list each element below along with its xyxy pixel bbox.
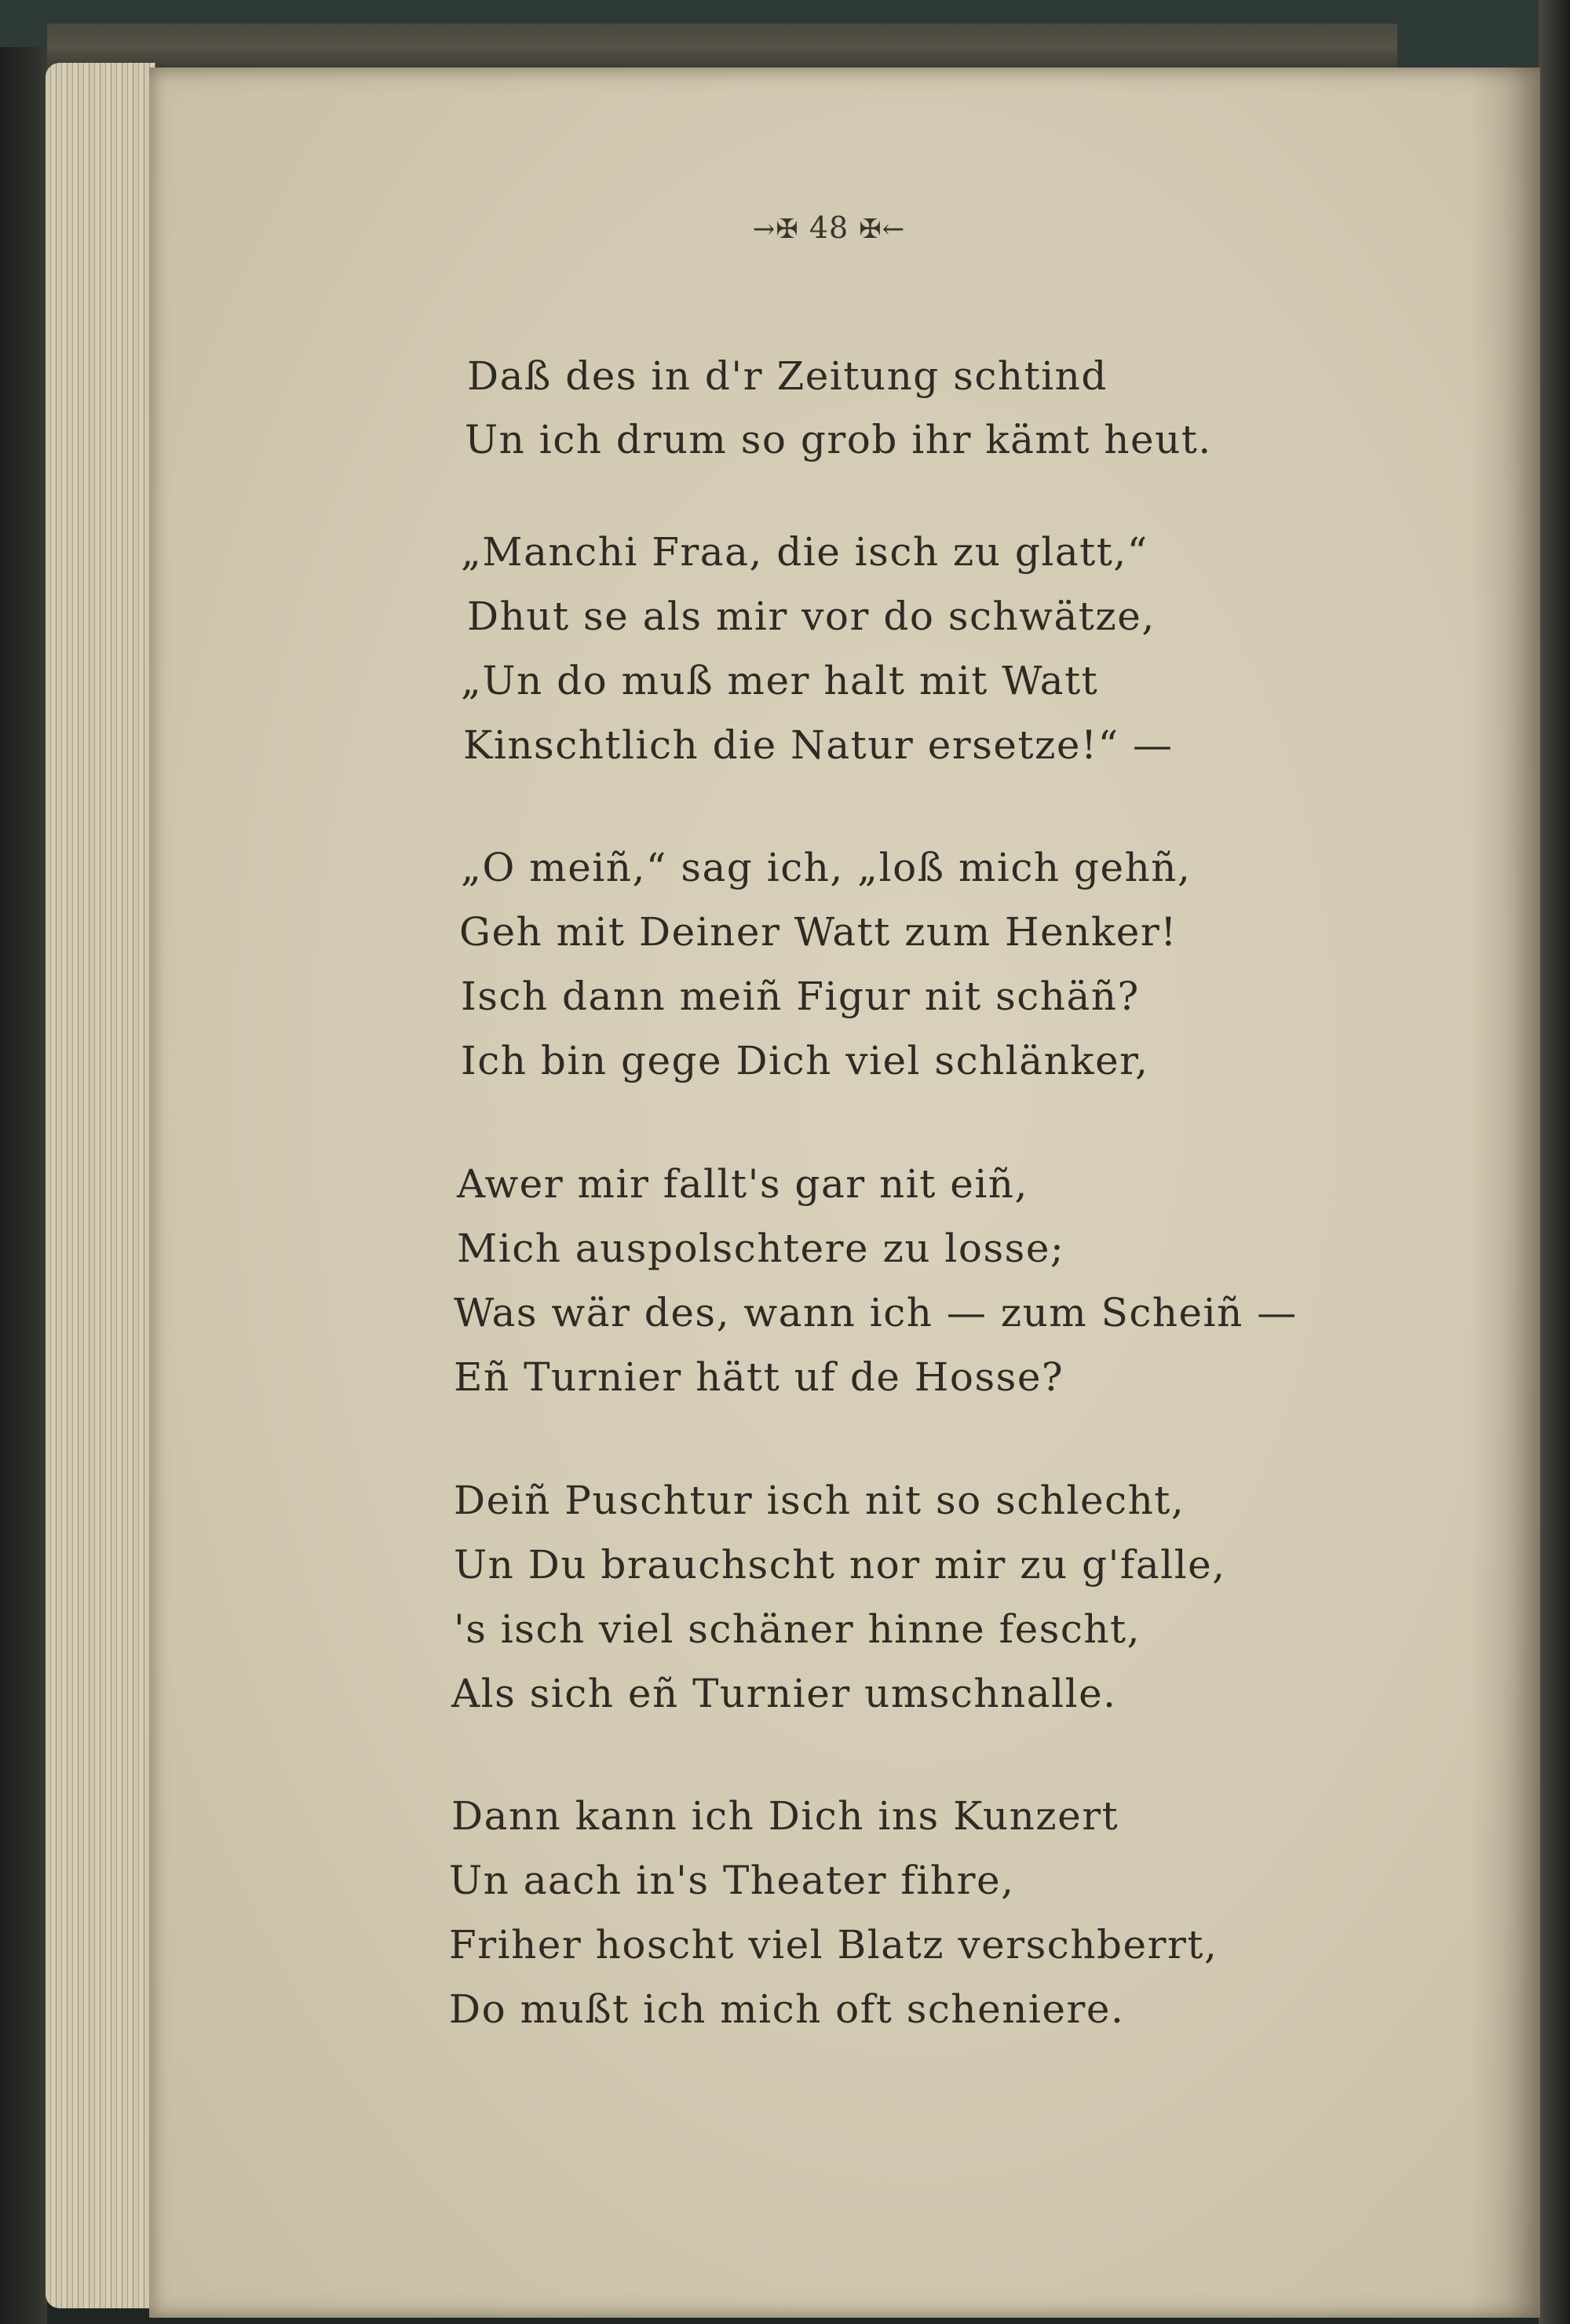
- verse-line: Was wär des, wann ich — zum Scheiñ —: [454, 1290, 1298, 1336]
- verse-line: Deiñ Puschtur isch nit so schlecht,: [454, 1478, 1185, 1523]
- verse-line: Un aach in's Theater fihre,: [449, 1858, 1015, 1903]
- verse-line: Mich auspolschtere zu losse;: [457, 1226, 1065, 1271]
- verse-line: „O meiñ,“ sag ich, „loß mich gehñ,: [461, 845, 1192, 890]
- verse-line: Awer mir fallt's gar nit eiñ,: [457, 1161, 1028, 1207]
- cover-top-edge: [47, 24, 1397, 71]
- verse-line: 's isch viel schäner hinne fescht,: [454, 1606, 1141, 1652]
- verse-line: Do mußt ich mich oft scheniere.: [449, 1986, 1125, 2032]
- verse-line: Kinschtlich die Natur ersetze!“ —: [463, 722, 1174, 768]
- verse-line: Friher hoscht viel Blatz verschberrt,: [449, 1922, 1218, 1968]
- verse-line: Un ich drum so grob ihr kämt heut.: [465, 417, 1212, 462]
- verse-line: Geh mit Deiner Watt zum Henker!: [459, 909, 1178, 955]
- verse-line: „Un do muß mer halt mit Watt: [461, 658, 1099, 703]
- verse-line: „Manchi Fraa, die isch zu glatt,“: [461, 529, 1148, 575]
- ornament-left-icon: →✠: [752, 214, 799, 245]
- verse-line: Ich bin gege Dich viel schlänker,: [461, 1038, 1149, 1083]
- poem-text: [149, 68, 1540, 2318]
- book-page: [149, 68, 1540, 2318]
- verse-line: Dann kann ich Dich ins Kunzert: [451, 1793, 1119, 1839]
- verse-line: Als sich eñ Turnier umschnalle.: [451, 1671, 1117, 1716]
- verse-line: Un Du brauchscht nor mir zu g'falle,: [454, 1542, 1226, 1588]
- verse-line: Dhut se als mir vor do schwätze,: [467, 594, 1156, 639]
- ornament-right-icon: ✠←: [859, 214, 906, 245]
- page-edges: [46, 63, 155, 2308]
- verse-line: Eñ Turnier hätt uf de Hosse?: [454, 1354, 1064, 1400]
- verse-line: Isch dann meiñ Figur nit schäñ?: [461, 974, 1140, 1019]
- page-number: 48: [809, 210, 849, 245]
- verse-line: Daß des in d'r Zeitung schtind: [467, 353, 1108, 399]
- cover-right-board: [1539, 0, 1570, 2324]
- cover-left-board: [0, 47, 47, 2324]
